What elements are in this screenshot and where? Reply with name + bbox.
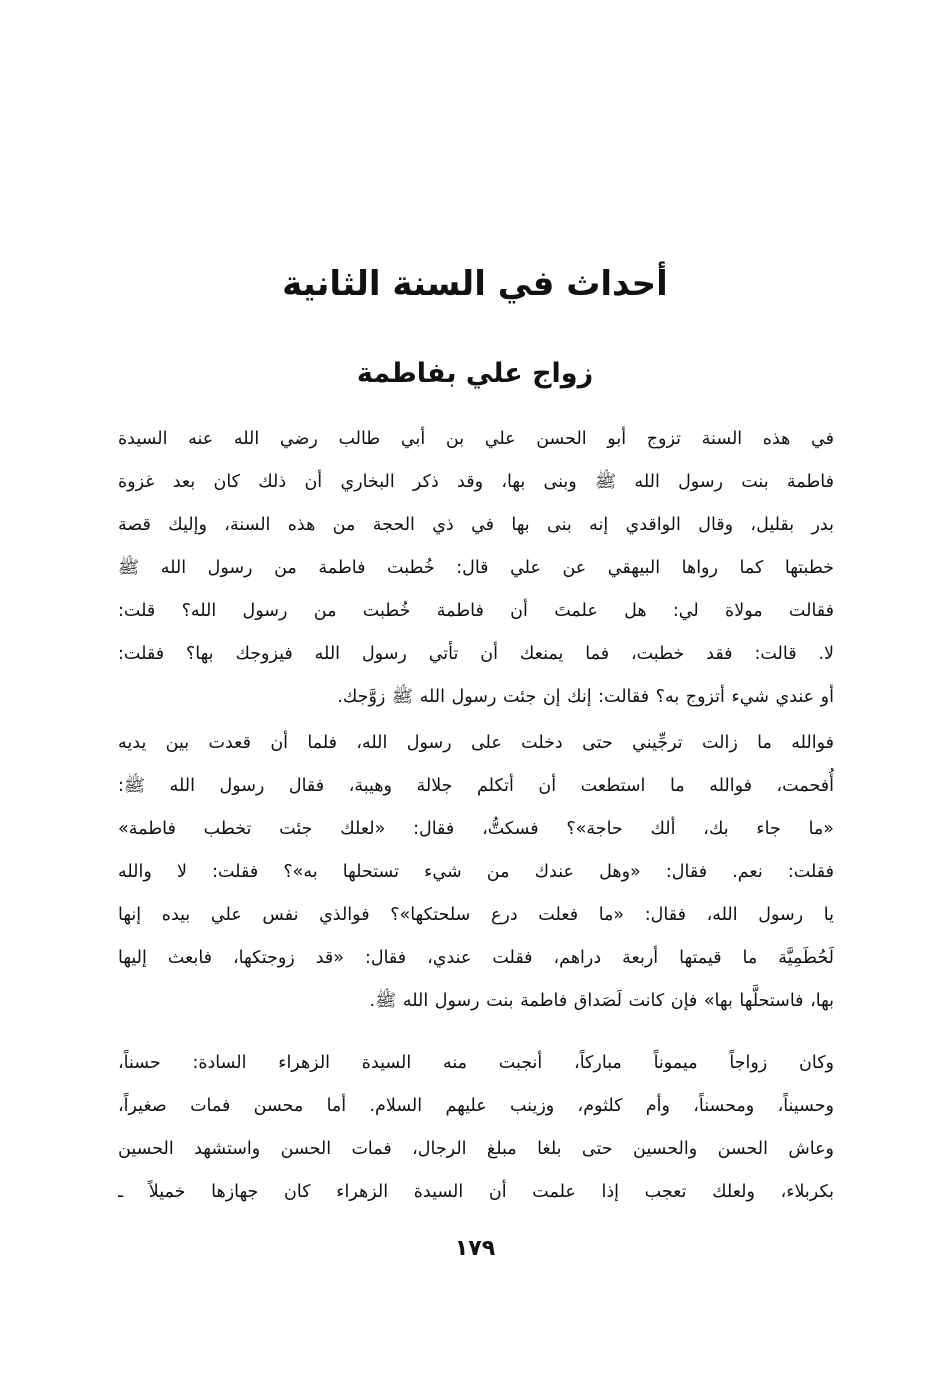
text-line: وحسيناً، ومحسناً، وأم كلثوم، وزينب عليهم السلام. أما محسن فمات صغيراً، [118, 1096, 834, 1116]
text-line: بها، فاستحلَّها بها» فإن كانت لَصَداق فاطمة بنت رسول الله ﷺ. [369, 991, 834, 1011]
text-line: في هذه السنة تزوج أبو الحسن علي بن أبي طالب رضي الله عنه السيدة [118, 429, 834, 449]
text-line: خطبتها كما رواها البيهقي عن علي قال: خُطبت فاطمة من رسول الله ﷺ [118, 558, 834, 578]
text-line: فقالت مولاة لي: هل علمتَ أن فاطمة خُطبت من رسول الله؟ قلت: [118, 601, 834, 621]
section-title: زواج علي بفاطمة [356, 358, 594, 389]
text-line: وعاش الحسن والحسين حتى بلغا مبلغ الرجال، فمات الحسن واستشهد الحسين [118, 1139, 834, 1159]
chapter-title: أحداث في السنة الثانية [282, 264, 668, 304]
text-line: بدر بقليل، وقال الواقدي إنه بنى بها في ذي الحجة من هذه السنة، وإليك قصة [118, 515, 834, 535]
text-line: «ما جاء بك، ألك حاجة»؟ فسكتُّ، فقال: «لعلك جئت تخطب فاطمة» [118, 819, 834, 839]
paragraph-2 [118, 722, 834, 1023]
text-line: وكان زواجاً ميموناً مباركاً، أنجبت منه السيدة الزهراء السادة: حسناً، [118, 1053, 834, 1073]
text-line: أو عندي شيء أتزوج به؟ فقالت: إنك إن جئت رسول الله ﷺ زوَّجك. [337, 687, 834, 707]
text-line: لا. قالت: فقد خطبت، فما يمنعك أن تأتي رسول الله فيزوجك بها؟ فقلت: [118, 644, 834, 664]
text-line: بكربلاء، ولعلك تعجب إذا علمت أن السيدة الزهراء كان جهازها خميلاً ـ [118, 1182, 834, 1202]
text-line: أُفحمت، فوالله ما استطعت أن أتكلم جلالة وهيبة، فقال رسول الله ﷺ: [118, 776, 834, 796]
text-line: فاطمة بنت رسول الله ﷺ وبنى بها، وقد ذكر البخاري أن ذلك كان بعد غزوة [118, 472, 834, 492]
text-line: فوالله ما زالت ترجِّيني حتى دخلت على رسول الله، فلما أن قعدت بين يديه [118, 733, 834, 753]
text-line: فقلت: نعم. فقال: «وهل عندك من شيء تستحلها به»؟ فقلت: لا والله [118, 862, 834, 882]
page-number: ١٧٩ [454, 1236, 496, 1261]
paragraph-3 [118, 1042, 834, 1214]
paragraph-1 [118, 418, 834, 719]
text-line: يا رسول الله، فقال: «ما فعلت درع سلحتكها»؟ فوالذي نفس علي بيده إنها [118, 905, 834, 925]
text-line: لَحُطَمِيَّة ما قيمتها أربعة دراهم، فقلت عندي، فقال: «قد زوجتكها، فابعث إليها [118, 948, 834, 968]
